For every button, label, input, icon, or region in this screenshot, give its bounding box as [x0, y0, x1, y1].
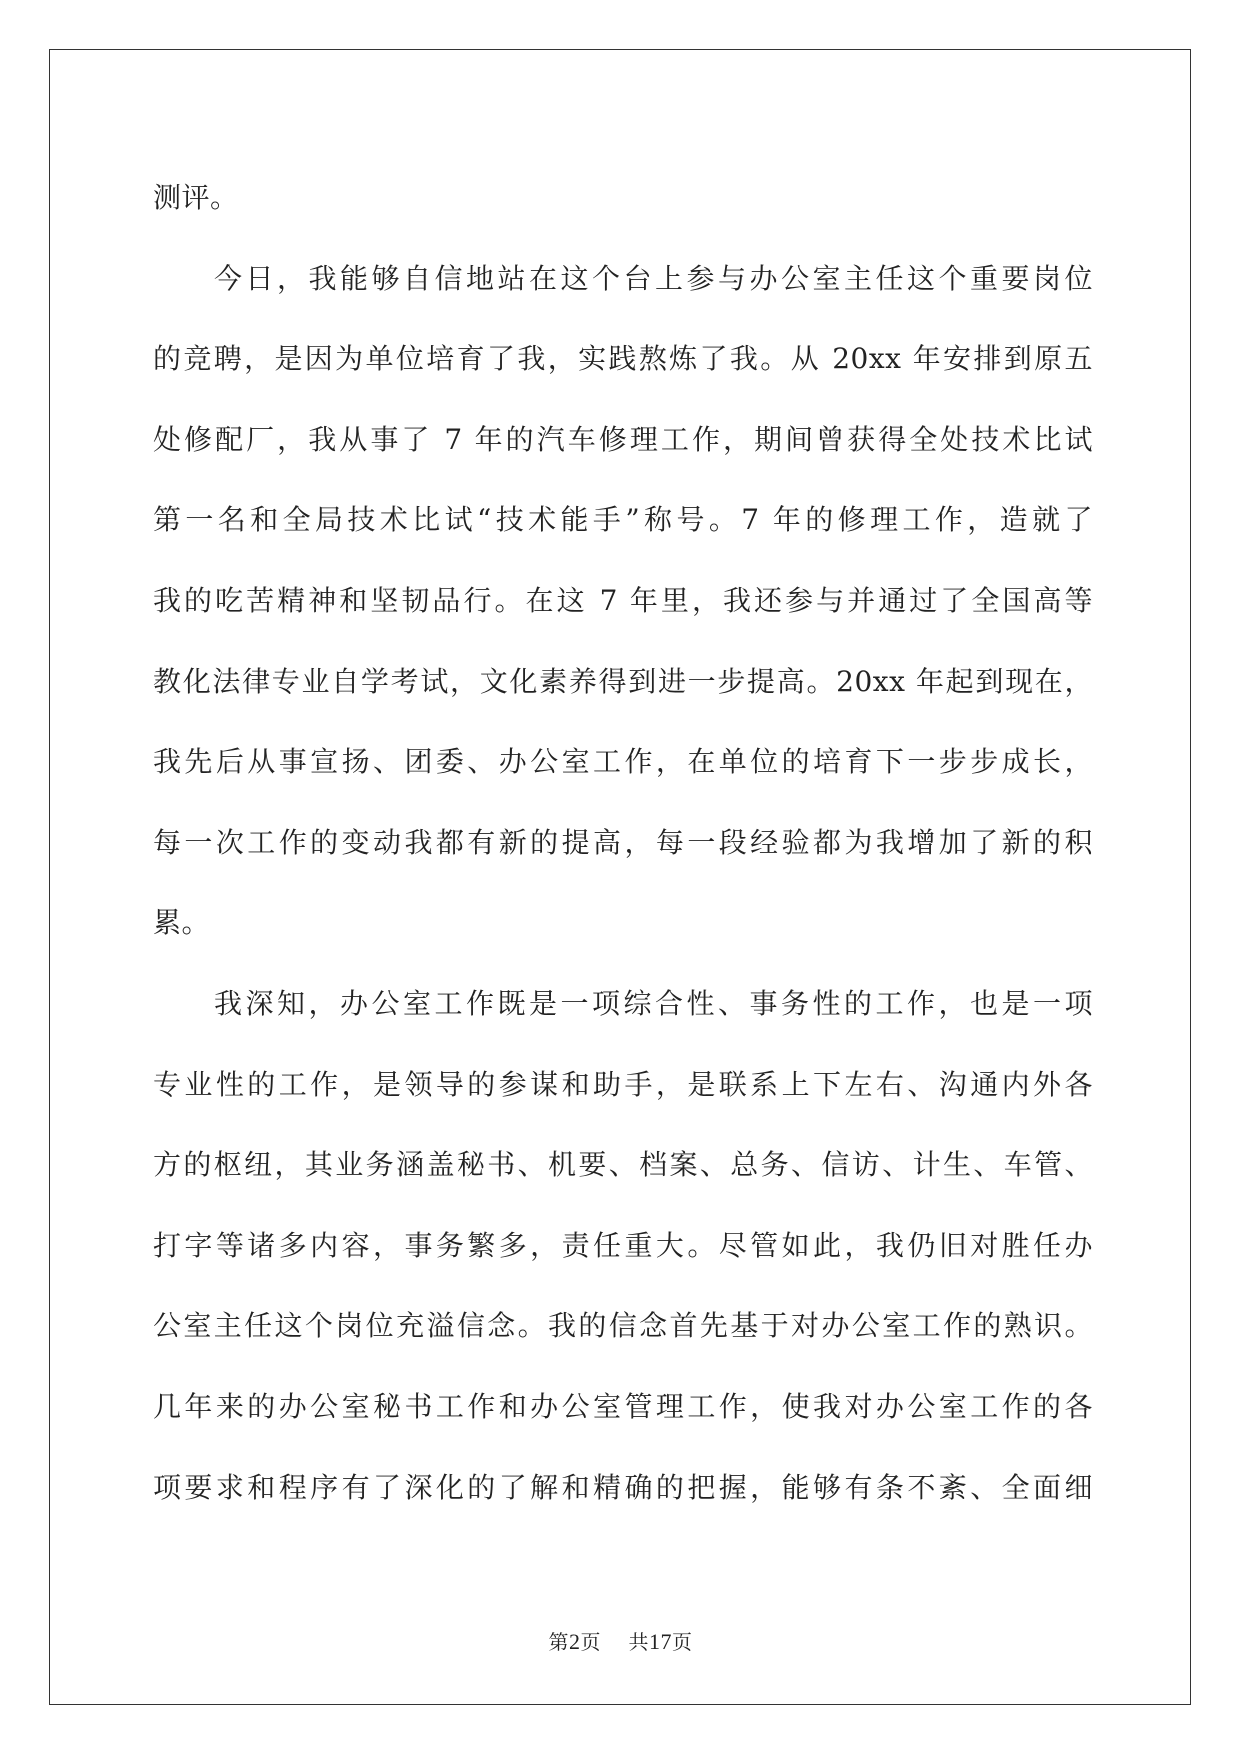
text-line: 第一名和全局技术比试“技术能手”称号。7 年的修理工作，造就了 — [153, 503, 1093, 537]
text-line: 我的吃苦精神和坚韧品行。在这 7 年里，我还参与并通过了全国高等 — [153, 583, 1093, 617]
footer-total-prefix: 共 — [628, 1630, 649, 1654]
text-line: 打字等诸多内容，事务繁多，责任重大。尽管如此，我仍旧对胜任办 — [153, 1228, 1093, 1262]
text-line: 教化法律专业自学考试，文化素养得到进一步提高。20xx 年起到现在， — [153, 664, 1093, 698]
text-line: 几年来的办公室秘书工作和办公室管理工作，使我对办公室工作的各 — [153, 1389, 1093, 1423]
text-line: 处修配厂，我从事了 7 年的汽车修理工作，期间曾获得全处技术比试 — [153, 422, 1093, 456]
page-total: 17 — [648, 1629, 672, 1654]
document-body — [153, 158, 1093, 1528]
footer-page-suffix: 页 — [580, 1630, 602, 1654]
text-line: 每一次工作的变动我都有新的提高，每一段经验都为我增加了新的积 — [153, 825, 1093, 859]
text-line: 我深知，办公室工作既是一项综合性、事务性的工作，也是一项 — [214, 986, 1093, 1020]
text-line: 方的枢纽，其业务涵盖秘书、机要、档案、总务、信访、计生、车管、 — [153, 1148, 1093, 1182]
text-line: 今日，我能够自信地站在这个台上参与办公室主任这个重要岗位 — [214, 261, 1093, 295]
page-number: 2 — [569, 1629, 581, 1654]
text-line: 专业性的工作，是领导的参谋和助手，是联系上下左右、沟通内外各 — [153, 1067, 1093, 1101]
text-line: 公室主任这个岗位充溢信念。我的信念首先基于对办公室工作的熟识。 — [153, 1309, 1093, 1343]
footer-prefix: 第 — [548, 1630, 570, 1654]
text-line: 项要求和程序有了深化的了解和精确的把握，能够有条不紊、全面细 — [153, 1470, 1093, 1504]
footer-total-suffix: 页 — [671, 1630, 693, 1654]
text-line: 累。 — [153, 906, 211, 940]
page-footer — [0, 1626, 1241, 1655]
text-line: 测评。 — [153, 181, 239, 214]
text-line: 的竞聘，是因为单位培育了我，实践熬炼了我。从 20xx 年安排到原五 — [153, 342, 1093, 376]
text-line: 我先后从事宣扬、团委、办公室工作，在单位的培育下一步步成长， — [153, 745, 1093, 779]
